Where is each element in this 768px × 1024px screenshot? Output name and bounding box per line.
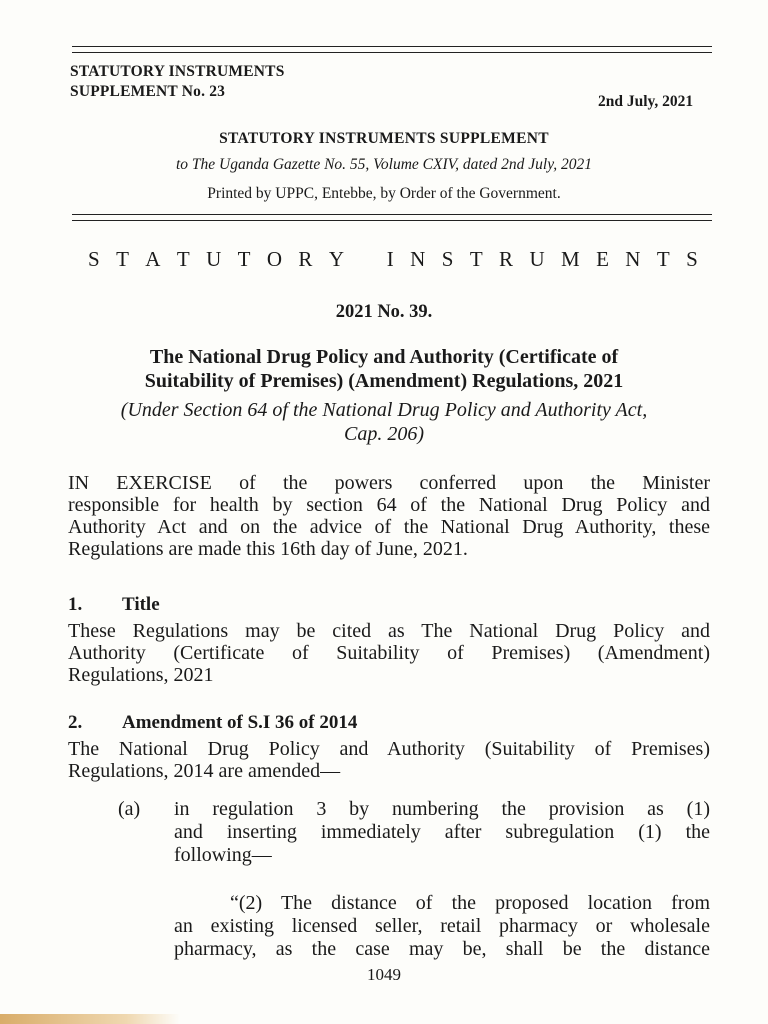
section-2-text [68,738,710,782]
heading-letter: U [529,247,545,271]
inserted-subregulation [174,892,710,961]
subparagraph-label: (a) [118,798,141,820]
enabling-act-line-2: Cap. 206) [344,423,424,445]
printer-line: Printed by UPPC, Entebbe, by Order of the Government. [207,185,561,202]
quote-line: an existing licensed seller, retail pharmacy or wholesale [174,915,710,937]
supplement-title: STATUTORY INSTRUMENTS SUPPLEMENT [219,130,549,147]
section-line: The National Drug Policy and Authority (Suitability of Premises) [68,738,710,760]
series-line-1: STATUTORY INSTRUMENTS [70,63,285,80]
section-line: Regulations, 2014 are amended— [68,760,341,782]
preamble-line: Authority Act and on the advice of the National Drug Authority, these [68,516,710,538]
preamble-line: IN EXERCISE of the powers conferred upon the Minister [68,472,710,494]
gazette-reference: to The Uganda Gazette No. 55, Volume CXIV, dated 2nd July, 2021 [175,156,593,173]
heading-letter: Y [328,247,344,271]
heading-letter: R [298,247,313,271]
heading-letter: A [145,247,161,271]
preamble-line: Regulations are made this 16th day of June, 2021. [68,538,468,560]
heading-letter: M [561,247,580,271]
section-line: Regulations, 2021 [68,664,214,686]
heading-letter: N [410,247,426,271]
heading-letter: O [266,247,283,271]
preamble-paragraph [68,472,710,560]
heading-letter: I [386,247,394,271]
heading-letter: R [499,247,514,271]
heading-letter: T [176,247,190,271]
paper-edge-shadow [0,1014,180,1024]
series-label [70,62,285,102]
heading-letter: E [596,247,609,271]
enabling-act-note [0,398,768,446]
section-heading: Amendment of S.I 36 of 2014 [122,712,358,733]
top-rule-1 [72,46,712,47]
section-number: 2. [68,712,83,733]
mid-rule-2 [72,220,712,221]
mid-rule-1 [72,214,712,215]
heading-gap [360,247,370,272]
subparagraph-line: in regulation 3 by numbering the provision as (1) [174,798,710,820]
heading-letter: U [206,247,222,271]
issue-date: 2nd July, 2021 [598,93,694,110]
regulation-title-line-1: The National Drug Policy and Authority (Certificate of [149,346,619,368]
heading-letter: N [625,247,641,271]
regulation-title-line-2: Suitability of Premises) (Amendment) Regulations, 2021 [144,370,624,392]
section-1-text [68,620,710,686]
enabling-act-line-1: (Under Section 64 of the National Drug Policy and Authority Act, [120,399,648,421]
instrument-series-heading [88,247,698,272]
heading-letter: S [686,247,698,271]
subparagraph-line: and inserting immediately after subregulation (1) the [174,821,710,843]
section-line: These Regulations may be cited as The National Drug Policy and [68,620,710,642]
section-line: Authority (Certificate of Suitability of Premises) (Amendment) [68,642,710,664]
heading-letter: T [237,247,251,271]
quote-line: pharmacy, as the case may be, shall be the distance [174,938,710,960]
heading-letter: T [656,247,670,271]
page-number: 1049 [367,965,401,984]
heading-letter: T [469,247,483,271]
heading-letter: S [441,247,454,271]
preamble-line: responsible for health by section 64 of the National Drug Policy and [68,494,710,516]
regulation-title [0,345,768,393]
section-heading: Title [122,594,160,615]
heading-letter: S [88,247,100,271]
section-number: 1. [68,594,83,615]
top-rule-2 [72,52,712,53]
heading-letter: T [116,247,129,271]
subparagraph-text [174,798,710,867]
subparagraph-line: following— [174,844,272,866]
quote-line: “(2) The distance of the proposed location from [230,892,710,914]
series-line-2: SUPPLEMENT No. 23 [70,83,226,100]
instrument-number: 2021 No. 39. [335,302,433,322]
